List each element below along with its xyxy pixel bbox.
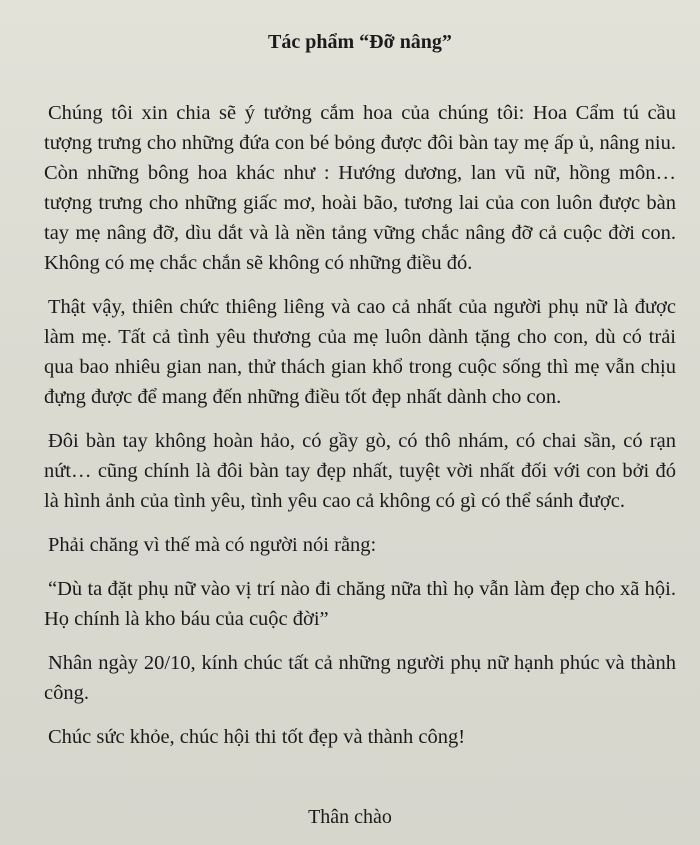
paragraph-quote <box>44 574 676 634</box>
paragraph-text: Đôi bàn tay không hoàn hảo, có gầy gò, có thô nhám, có chai sần, có rạn nứt… cũng chính là đôi bàn tay đẹp nhất, tuyệt vời nhất đối với con bởi đó là hình ảnh của tình yêu, tình yêu cao cả không có gì có thể sánh được. <box>44 430 676 512</box>
paragraph-motherhood <box>44 292 676 412</box>
paragraph-text: Phải chăng vì thế mà có người nói rằng: <box>48 534 377 556</box>
paragraph-saying-intro <box>44 530 676 560</box>
paragraph-hands <box>44 426 676 516</box>
paragraph-text: Thật vậy, thiên chức thiêng liêng và cao cả nhất của người phụ nữ là được làm mẹ. Tất cả tình yêu thương của mẹ luôn dành tặng cho con, dù có trải qua bao nhiêu gian nan, thử thách gian khổ trong cuộc sống thì mẹ vẫn chịu đựng được để mang đến những điều tốt đẹp nhất dành cho con. <box>44 296 676 408</box>
paragraph-text: Nhân ngày 20/10, kính chúc tất cả những người phụ nữ hạnh phúc và thành công. <box>44 652 676 704</box>
paragraph-text: “Dù ta đặt phụ nữ vào vị trí nào đi chăng nữa thì họ vẫn làm đẹp cho xã hội. Họ chính là kho báu của cuộc đời” <box>44 578 676 630</box>
paragraph-wishes <box>44 648 676 708</box>
signoff: Thân chào <box>308 806 392 828</box>
paragraph-flower-idea <box>44 68 676 278</box>
paragraph-closing <box>44 722 676 752</box>
paragraph-text: Chúc sức khỏe, chúc hội thi tốt đẹp và thành công! <box>48 726 466 748</box>
paragraph-text: Chúng tôi xin chia sẽ ý tưởng cắm hoa của chúng tôi: Hoa Cẩm tú cầu tượng trưng cho những đứa con bé bỏng được đôi bàn tay mẹ ấp ủ, nâng niu. Còn những bông hoa khác như : Hướng dương, lan vũ nữ, hồng môn… tượng trưng cho những giấc mơ, hoài bão, tương lai của con luôn được bàn tay mẹ nâng đỡ, dìu dắt và là nền tảng vững chắc nâng đỡ cả cuộc đời con. Không có mẹ chắc chắn sẽ không có những điều đó. <box>44 102 676 274</box>
document-title: Tác phẩm “Đỡ nâng” <box>268 31 452 53</box>
